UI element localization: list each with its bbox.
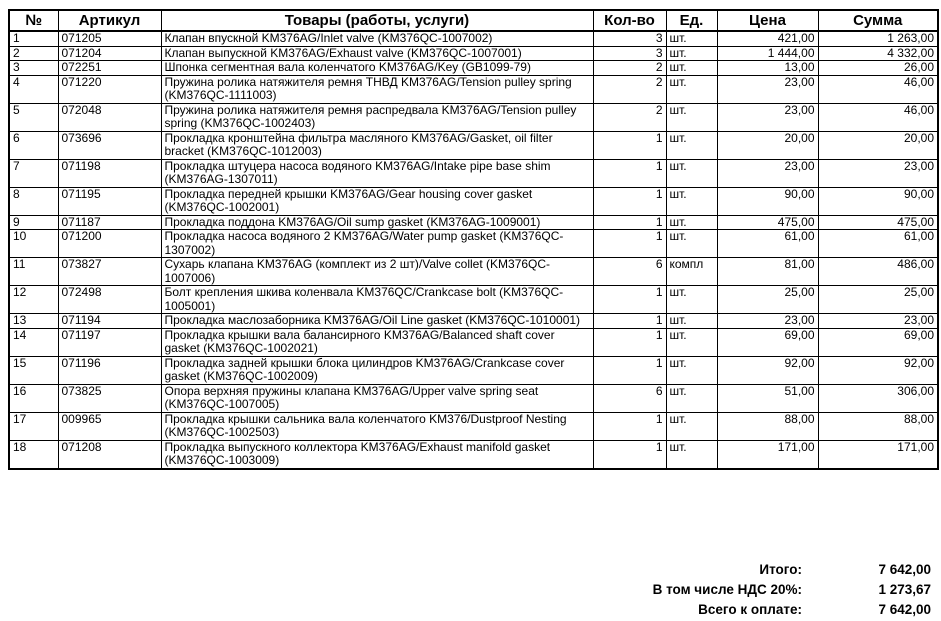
item-name-cell: Опора верхняя пружины клапана KM376AG/Upper valve spring seat (KM376QC-1007005) [161, 384, 593, 412]
item-name-cell: Клапан впускной KM376AG/Inlet valve (KM376QC-1007002) [161, 31, 593, 46]
price-cell: 20,00 [717, 131, 818, 159]
quantity-cell: 1 [593, 356, 666, 384]
row-number: 12 [9, 286, 58, 314]
sum-cell: 171,00 [818, 440, 938, 469]
header-sum: Сумма [818, 10, 938, 31]
row-number: 13 [9, 314, 58, 329]
sum-cell: 475,00 [818, 215, 938, 230]
table-row [9, 75, 938, 103]
article-cell: 071187 [58, 215, 161, 230]
quantity-cell: 1 [593, 314, 666, 329]
table-row [9, 356, 938, 384]
row-number: 10 [9, 230, 58, 258]
total-value: 7 642,00 [878, 562, 931, 577]
header-qty: Кол-во [593, 10, 666, 31]
unit-cell: шт. [666, 356, 717, 384]
item-name-cell: Прокладка передней крышки KM376AG/Gear housing cover gasket (KM376QC-1002001) [161, 187, 593, 215]
quantity-cell: 1 [593, 328, 666, 356]
article-cell: 009965 [58, 412, 161, 440]
row-number: 9 [9, 215, 58, 230]
article-cell: 071204 [58, 46, 161, 61]
sum-cell: 486,00 [818, 258, 938, 286]
quantity-cell: 3 [593, 46, 666, 61]
article-cell: 071196 [58, 356, 161, 384]
unit-cell: шт. [666, 215, 717, 230]
row-number: 3 [9, 61, 58, 76]
total-row [653, 560, 931, 580]
price-cell: 25,00 [717, 286, 818, 314]
sum-cell: 4 332,00 [818, 46, 938, 61]
vat-value: 1 273,67 [878, 582, 931, 597]
header-unit: Ед. [666, 10, 717, 31]
sum-cell: 88,00 [818, 412, 938, 440]
article-cell: 071195 [58, 187, 161, 215]
row-number: 8 [9, 187, 58, 215]
price-cell: 69,00 [717, 328, 818, 356]
unit-cell: шт. [666, 230, 717, 258]
total-label: Итого: [759, 562, 802, 577]
price-cell: 88,00 [717, 412, 818, 440]
table-row [9, 159, 938, 187]
unit-cell: шт. [666, 314, 717, 329]
row-number: 15 [9, 356, 58, 384]
row-number: 18 [9, 440, 58, 469]
quantity-cell: 1 [593, 412, 666, 440]
unit-cell: шт. [666, 440, 717, 469]
item-name-cell: Прокладка кронштейна фильтра масляного KM376AG/Gasket, oil filter bracket (KM376QC-1012003) [161, 131, 593, 159]
table-row [9, 230, 938, 258]
price-cell: 23,00 [717, 159, 818, 187]
row-number: 6 [9, 131, 58, 159]
quantity-cell: 1 [593, 230, 666, 258]
sum-cell: 20,00 [818, 131, 938, 159]
item-name-cell: Прокладка выпускного коллектора KM376AG/Exhaust manifold gasket (KM376QC-1003009) [161, 440, 593, 469]
table-row [9, 412, 938, 440]
row-number: 5 [9, 103, 58, 131]
row-number: 11 [9, 258, 58, 286]
article-cell: 072251 [58, 61, 161, 76]
item-name-cell: Пружина ролика натяжителя ремня ТНВД KM376AG/Tension pulley spring (KM376QC-1111003) [161, 75, 593, 103]
price-cell: 81,00 [717, 258, 818, 286]
header-num: № [9, 10, 58, 31]
unit-cell: шт. [666, 159, 717, 187]
item-name-cell: Шпонка сегментная вала коленчатого KM376AG/Key (GB1099-79) [161, 61, 593, 76]
article-cell: 071197 [58, 328, 161, 356]
unit-cell: компл [666, 258, 717, 286]
quantity-cell: 1 [593, 131, 666, 159]
row-number: 2 [9, 46, 58, 61]
unit-cell: шт. [666, 131, 717, 159]
price-cell: 475,00 [717, 215, 818, 230]
sum-cell: 46,00 [818, 103, 938, 131]
price-cell: 61,00 [717, 230, 818, 258]
table-row [9, 215, 938, 230]
sum-cell: 61,00 [818, 230, 938, 258]
price-cell: 171,00 [717, 440, 818, 469]
item-name-cell: Прокладка задней крышки блока цилиндров KM376AG/Crankcase cover gasket (KM376QC-1002009) [161, 356, 593, 384]
header-price: Цена [717, 10, 818, 31]
quantity-cell: 1 [593, 286, 666, 314]
table-row [9, 258, 938, 286]
price-cell: 51,00 [717, 384, 818, 412]
item-name-cell: Прокладка насоса водяного 2 KM376AG/Water pump gasket (KM376QC-1307002) [161, 230, 593, 258]
article-cell: 073827 [58, 258, 161, 286]
article-cell: 071208 [58, 440, 161, 469]
quantity-cell: 3 [593, 31, 666, 46]
article-cell: 073825 [58, 384, 161, 412]
quantity-cell: 6 [593, 258, 666, 286]
unit-cell: шт. [666, 75, 717, 103]
sum-cell: 306,00 [818, 384, 938, 412]
unit-cell: шт. [666, 187, 717, 215]
article-cell: 071220 [58, 75, 161, 103]
row-number: 14 [9, 328, 58, 356]
header-goods: Товары (работы, услуги) [161, 10, 593, 31]
price-cell: 1 444,00 [717, 46, 818, 61]
unit-cell: шт. [666, 46, 717, 61]
item-name-cell: Клапан выпускной KM376AG/Exhaust valve (KM376QC-1007001) [161, 46, 593, 61]
quantity-cell: 2 [593, 61, 666, 76]
table-row [9, 61, 938, 76]
unit-cell: шт. [666, 31, 717, 46]
sum-cell: 90,00 [818, 187, 938, 215]
sum-cell: 23,00 [818, 159, 938, 187]
table-row [9, 440, 938, 469]
header-article: Артикул [58, 10, 161, 31]
row-number: 17 [9, 412, 58, 440]
sum-cell: 25,00 [818, 286, 938, 314]
quantity-cell: 6 [593, 384, 666, 412]
article-cell: 071194 [58, 314, 161, 329]
due-row [653, 600, 931, 620]
article-cell: 073696 [58, 131, 161, 159]
sum-cell: 92,00 [818, 356, 938, 384]
price-cell: 92,00 [717, 356, 818, 384]
item-name-cell: Пружина ролика натяжителя ремня распредвала KM376AG/Tension pulley spring (KM376QC-1002403) [161, 103, 593, 131]
table-row [9, 103, 938, 131]
quantity-cell: 1 [593, 159, 666, 187]
article-cell: 071205 [58, 31, 161, 46]
table-row [9, 31, 938, 46]
unit-cell: шт. [666, 103, 717, 131]
quantity-cell: 2 [593, 103, 666, 131]
price-cell: 23,00 [717, 75, 818, 103]
unit-cell: шт. [666, 412, 717, 440]
price-cell: 23,00 [717, 103, 818, 131]
item-name-cell: Прокладка маслозаборника KM376AG/Oil Line gasket (KM376QC-1010001) [161, 314, 593, 329]
item-name-cell: Сухарь клапана KM376AG (комплект из 2 шт)/Valve collet (KM376QC-1007006) [161, 258, 593, 286]
quantity-cell: 1 [593, 440, 666, 469]
article-cell: 072498 [58, 286, 161, 314]
item-name-cell: Болт крепления шкива коленвала KM376QC/Crankcase bolt (KM376QC-1005001) [161, 286, 593, 314]
row-number: 16 [9, 384, 58, 412]
row-number: 1 [9, 31, 58, 46]
article-cell: 072048 [58, 103, 161, 131]
table-row [9, 314, 938, 329]
unit-cell: шт. [666, 61, 717, 76]
sum-cell: 23,00 [818, 314, 938, 329]
article-cell: 071200 [58, 230, 161, 258]
table-header-row [9, 10, 938, 31]
price-cell: 13,00 [717, 61, 818, 76]
table-body [9, 31, 938, 469]
row-number: 7 [9, 159, 58, 187]
item-name-cell: Прокладка крышки вала балансирного KM376AG/Balanced shaft cover gasket (KM376QC-1002021) [161, 328, 593, 356]
vat-row [653, 580, 931, 600]
unit-cell: шт. [666, 286, 717, 314]
sum-cell: 46,00 [818, 75, 938, 103]
item-name-cell: Прокладка крышки сальника вала коленчатого KM376/Dustproof Nesting (KM376QC-1002503) [161, 412, 593, 440]
invoice-items-table [8, 9, 939, 470]
sum-cell: 69,00 [818, 328, 938, 356]
quantity-cell: 1 [593, 187, 666, 215]
due-label: Всего к оплате: [698, 602, 802, 617]
table-row [9, 286, 938, 314]
table-row [9, 46, 938, 61]
article-cell: 071198 [58, 159, 161, 187]
item-name-cell: Прокладка поддона KM376AG/Oil sump gasket (KM376AG-1009001) [161, 215, 593, 230]
quantity-cell: 1 [593, 215, 666, 230]
sum-cell: 26,00 [818, 61, 938, 76]
table-row [9, 328, 938, 356]
price-cell: 23,00 [717, 314, 818, 329]
price-cell: 90,00 [717, 187, 818, 215]
price-cell: 421,00 [717, 31, 818, 46]
item-name-cell: Прокладка штуцера насоса водяного KM376AG/Intake pipe base shim (KM376AG-1307011) [161, 159, 593, 187]
unit-cell: шт. [666, 384, 717, 412]
due-value: 7 642,00 [878, 602, 931, 617]
quantity-cell: 2 [593, 75, 666, 103]
totals-block [653, 560, 931, 620]
sum-cell: 1 263,00 [818, 31, 938, 46]
table-row [9, 131, 938, 159]
table-row [9, 384, 938, 412]
row-number: 4 [9, 75, 58, 103]
table-row [9, 187, 938, 215]
vat-label: В том числе НДС 20%: [652, 582, 802, 597]
unit-cell: шт. [666, 328, 717, 356]
